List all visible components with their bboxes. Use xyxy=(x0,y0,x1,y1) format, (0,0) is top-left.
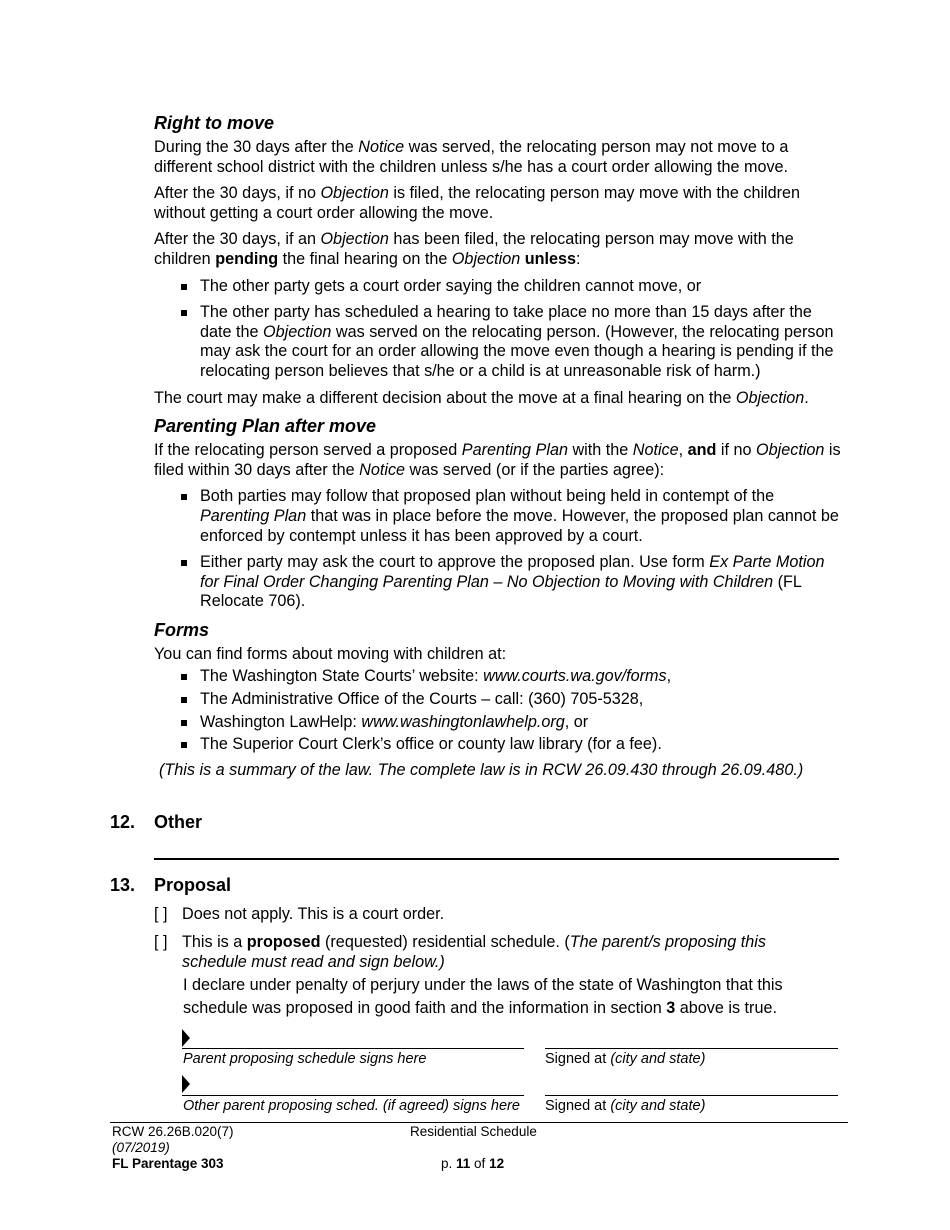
heading-right-to-move: Right to move xyxy=(154,113,274,133)
sign-here-arrow-icon xyxy=(182,1029,190,1047)
option-label: This is a proposed (requested) residential schedule. (The parent/s proposing this schedule must read and sign below.) xyxy=(182,933,766,971)
list-item: Either party may ask the court to approve the proposed plan. Use form Ex Parte Motion for Final Order Changing Parenting Plan – No Objection to Moving with Children (FL Relocate 706). xyxy=(154,553,844,612)
signed-at-label-2: Signed at (city and state) xyxy=(545,1098,706,1114)
rtm-paragraph-4: The court may make a different decision about the move at a final hearing on the Objection. xyxy=(154,388,809,407)
section-13-heading: 13. Proposal xyxy=(110,875,232,895)
info-content xyxy=(154,112,844,780)
footer-page-number: p. 11 of 12 xyxy=(441,1156,505,1171)
other-parent-signature-label: Other parent proposing sched. (if agreed) signs here xyxy=(183,1098,520,1114)
lawhelp-website-link: www.washingtonlawhelp.org xyxy=(361,712,565,731)
footer-rcw: RCW 26.26B.020(7) xyxy=(112,1124,234,1139)
list-item: The Washington State Courts’ website: www.courts.wa.gov/forms, xyxy=(154,667,844,687)
rtm-bullet-list xyxy=(154,277,844,382)
option-label: Does not apply. This is a court order. xyxy=(182,905,445,923)
list-item: Washington LawHelp: www.washingtonlawhelp.org, or xyxy=(154,713,844,733)
list-item: The Superior Court Clerk’s office or county law library (for a fee). xyxy=(154,735,844,755)
other-entry-line[interactable] xyxy=(154,858,839,860)
list-item: Both parties may follow that proposed plan without being held in contempt of the Parenting Plan that was in place before the move. However, the proposed plan cannot be enforced by contempt unless it has been approved by a court. xyxy=(154,487,844,546)
footer-title: Residential Schedule xyxy=(410,1124,537,1139)
list-item: The other party has scheduled a hearing to take place no more than 15 days after the date the Objection was served on the relocating person. (However, the relocating person may ask the court for an order allowing the move even though a hearing is pending if the relocating person believes that s/he or a child is at unreasonable risk of harm.) xyxy=(154,303,844,381)
checkbox-proposed[interactable]: [ ] xyxy=(154,933,168,951)
declaration-statement: I declare under penalty of perjury under the laws of the state of Washington that this schedule was proposed in good faith and the information in section 3 above is true. xyxy=(183,976,783,1017)
law-summary-note: (This is a summary of the law. The complete law is in RCW 26.09.430 through 26.09.480.) xyxy=(159,760,804,779)
parent-signature-line[interactable] xyxy=(182,1048,524,1049)
rtm-paragraph-3: After the 30 days, if an Objection has been filed, the relocating person may move with the children pending the final hearing on the Objection unless: xyxy=(154,230,794,268)
rtm-paragraph-2: After the 30 days, if no Objection is filed, the relocating person may move with the children without getting a court order allowing the move. xyxy=(154,184,801,222)
signed-at-line-1[interactable] xyxy=(545,1048,838,1049)
pp-paragraph-1: If the relocating person served a proposed Parenting Plan with the Notice, and if no Objection is filed within 30 days after the Notice was served (or if the parties agree): xyxy=(154,441,841,479)
courts-website-link: www.courts.wa.gov/forms xyxy=(483,667,667,686)
pp-bullet-list xyxy=(154,487,844,612)
list-item: The other party gets a court order saying the children cannot move, or xyxy=(154,277,844,297)
footer-divider xyxy=(110,1122,848,1123)
signed-at-label-1: Signed at (city and state) xyxy=(545,1051,706,1067)
checkbox-does-not-apply[interactable]: [ ] xyxy=(154,905,168,923)
heading-forms: Forms xyxy=(154,619,210,640)
heading-parenting-plan: Parenting Plan after move xyxy=(154,416,377,437)
list-item: The Administrative Office of the Courts – call: (360) 705-5328, xyxy=(154,690,844,710)
other-parent-signature-line[interactable] xyxy=(182,1095,524,1096)
footer-date: (07/2019) xyxy=(112,1140,170,1155)
forms-bullet-list xyxy=(154,667,844,754)
signed-at-line-2[interactable] xyxy=(545,1095,838,1096)
forms-intro: You can find forms about moving with children at: xyxy=(154,644,507,663)
section-12-heading: 12. Other xyxy=(110,812,203,832)
rtm-paragraph-1: During the 30 days after the Notice was served, the relocating person may not move to a different school district with the children unless s/he has a court order allowing the move. xyxy=(154,138,789,176)
footer-form-id: FL Parentage 303 xyxy=(112,1156,224,1171)
parent-signature-label: Parent proposing schedule signs here xyxy=(183,1051,427,1067)
sign-here-arrow-icon xyxy=(182,1075,190,1093)
option-does-not-apply xyxy=(154,905,445,925)
option-proposed xyxy=(154,933,766,971)
